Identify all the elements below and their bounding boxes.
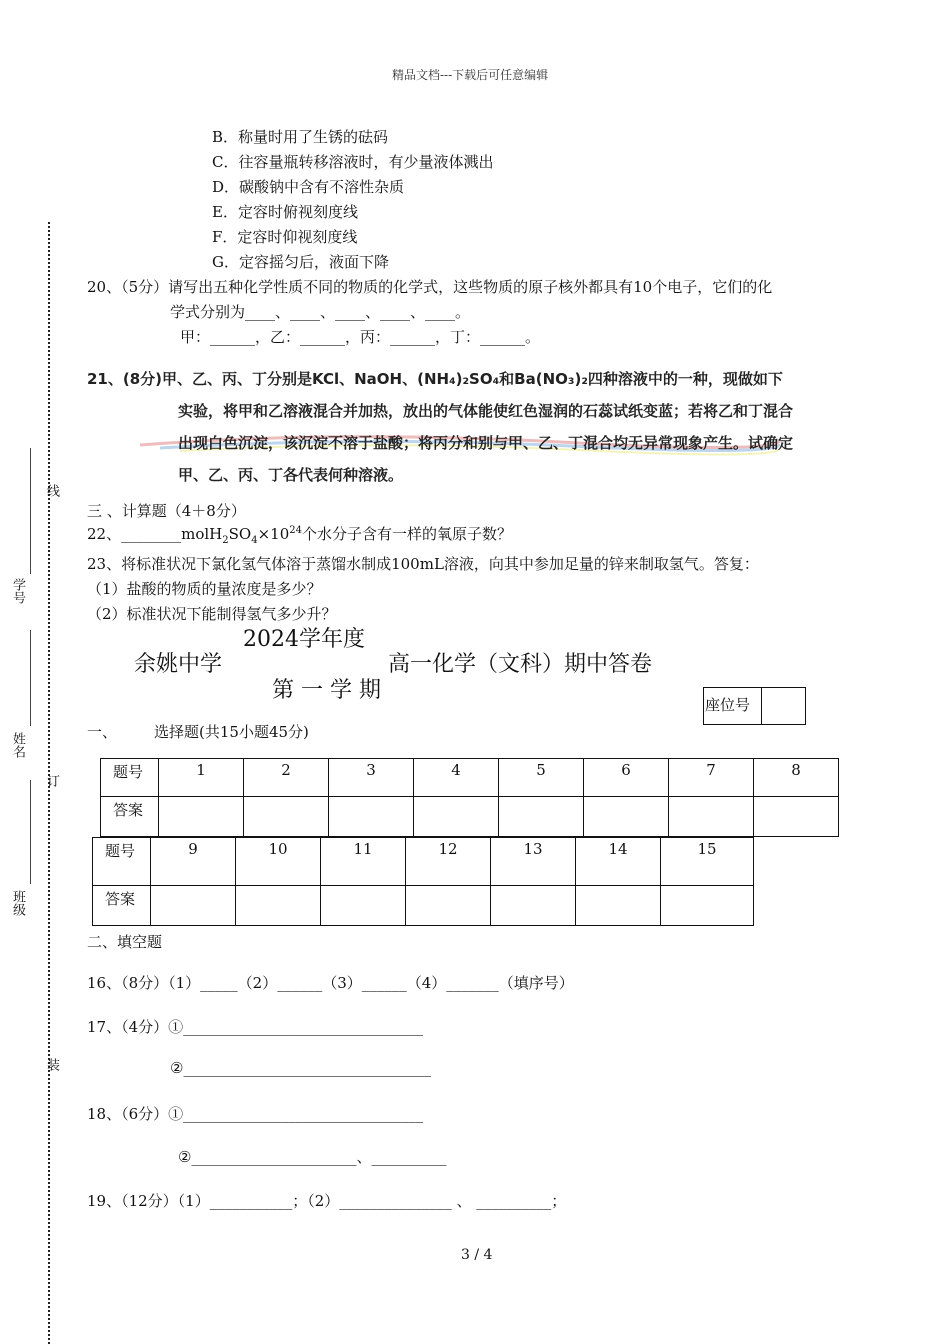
- table2-answer-label: 答案: [93, 886, 151, 926]
- table2-num: 15: [661, 838, 754, 886]
- seat-number-box: [703, 687, 806, 725]
- title-term: 第 一 学 期: [272, 678, 381, 703]
- q22-so: SO: [228, 525, 252, 543]
- answer-cell[interactable]: [406, 886, 491, 926]
- class-label: 班级: [10, 890, 25, 916]
- answer-cell[interactable]: [236, 886, 321, 926]
- q22: [87, 523, 512, 546]
- answer-cell[interactable]: [661, 886, 754, 926]
- q21-line1: 21、(8分)甲、乙、丙、丁分别是KCl、NaOH、(NH₄)₂SO₄和Ba(NO₃)₂四种溶液中的一种，现做如下: [87, 370, 783, 388]
- answer-cell[interactable]: [244, 797, 329, 837]
- answer-cell[interactable]: [491, 886, 576, 926]
- name-field[interactable]: [30, 630, 31, 726]
- table1-num: 1: [159, 759, 244, 797]
- q20-line2: 学式分别为____、____、____、____、____。: [170, 303, 471, 321]
- title-year: 2024学年度: [243, 627, 365, 652]
- table2-head-label: 题号: [93, 838, 151, 886]
- name-label: 姓名: [10, 732, 25, 758]
- table2-num: 11: [321, 838, 406, 886]
- title-exam-name: 高一化学（文科）期中答卷: [388, 652, 653, 677]
- q20-line1: 20、（5分）请写出五种化学性质不同的物质的化学式，这些物质的原子核外都具有10个电子，它们的化: [87, 278, 773, 296]
- q21-line2: 实验，将甲和乙溶液混合并加热，放出的气体能使红色湿润的石蕊试纸变蓝；若将乙和丁混合: [178, 402, 794, 420]
- q22-number: 22、: [87, 525, 122, 543]
- q21-line4: 甲、乙、丙、丁各代表何种溶液。: [178, 466, 404, 484]
- q23-line2: （1）盐酸的物质的量浓度是多少？: [87, 580, 322, 598]
- table1-num: 3: [329, 759, 414, 797]
- option-e: E．定容时俯视刻度线: [212, 203, 358, 221]
- q22-times: ×10: [257, 525, 290, 543]
- option-c: C．往容量瓶转移溶液时，有少量液体溅出: [212, 153, 494, 171]
- answer-19[interactable]: 19、（12分）（1）___________；（2）_______________ 、 __________；: [87, 1192, 567, 1210]
- table1-head-label: 题号: [101, 759, 159, 797]
- answer-cell[interactable]: [329, 797, 414, 837]
- section3-title: 三 、计算题（4＋8分）: [87, 502, 246, 520]
- table1-num: 8: [754, 759, 839, 797]
- binding-label-ding: 订: [44, 774, 59, 787]
- answer-17-1[interactable]: 17、（4分）①________________________________: [87, 1018, 424, 1036]
- q23-line1: 23、将标准状况下氯化氢气体溶于蒸馏水制成100mL溶液，向其中参加足量的锌来制取氢气。答复：: [87, 555, 759, 573]
- answer-cell[interactable]: [321, 886, 406, 926]
- answer-table-1: [100, 758, 839, 837]
- q22-exp: 24: [289, 525, 302, 536]
- binding-label-line: 线: [44, 484, 59, 497]
- q22-sub4: 4: [251, 535, 258, 546]
- table1-num: 5: [499, 759, 584, 797]
- q22-h: H: [209, 525, 223, 543]
- answer-cell[interactable]: [414, 797, 499, 837]
- section2-title: 二、填空题: [87, 933, 163, 951]
- section1-number: 一、: [87, 723, 118, 741]
- table1-num: 7: [669, 759, 754, 797]
- seat-number-field[interactable]: [762, 688, 805, 724]
- page-header: 精品文档---下载后可任意编辑: [392, 68, 549, 82]
- q22-sub2: 2: [222, 535, 229, 546]
- answer-18-1[interactable]: 18、（6分）①________________________________: [87, 1105, 424, 1123]
- class-field[interactable]: [30, 780, 31, 884]
- table2-num: 10: [236, 838, 321, 886]
- option-g: G．定容摇匀后，液面下降: [212, 253, 389, 271]
- table1-answer-label: 答案: [101, 797, 159, 837]
- answer-cell[interactable]: [151, 886, 236, 926]
- student-id-label: 学号: [10, 578, 25, 604]
- student-id-field[interactable]: [30, 448, 31, 574]
- seat-number-label: 座位号: [705, 696, 751, 714]
- q23-line3: （2）标准状况下能制得氢气多少升？: [87, 605, 337, 623]
- answer-18-2[interactable]: ②______________________、__________: [178, 1148, 447, 1166]
- table1-num: 2: [244, 759, 329, 797]
- answer-cell[interactable]: [669, 797, 754, 837]
- q22-post: 个水分子含有一样的氧原子数？: [301, 525, 512, 543]
- table2-num: 13: [491, 838, 576, 886]
- q21-line3: 出现白色沉淀，该沉淀不溶于盐酸；将丙分和别与甲、乙、丁混合均无异常现象产生。试确定: [178, 434, 794, 452]
- q22-blank[interactable]: ________: [121, 525, 182, 543]
- answer-cell[interactable]: [576, 886, 661, 926]
- answer-cell[interactable]: [754, 797, 839, 837]
- page-number: 3 / 4: [461, 1247, 493, 1263]
- binding-label-zhuang: 装: [44, 1058, 59, 1071]
- table2-num: 14: [576, 838, 661, 886]
- answer-cell[interactable]: [499, 797, 584, 837]
- answer-cell[interactable]: [584, 797, 669, 837]
- q22-unit: mol: [181, 525, 210, 543]
- table2-num: 12: [406, 838, 491, 886]
- table1-num: 6: [584, 759, 669, 797]
- title-school: 余姚中学: [134, 652, 223, 677]
- answer-table-2: [92, 837, 754, 926]
- table2-num: 9: [151, 838, 236, 886]
- option-d: D．碳酸钠中含有不溶性杂质: [212, 178, 405, 196]
- q20-line3: 甲：______，乙：______，丙：______，丁：______。: [180, 328, 541, 346]
- option-f: F．定容时仰视刻度线: [212, 228, 358, 246]
- answer-cell[interactable]: [159, 797, 244, 837]
- answer-16[interactable]: 16、（8分）（1）_____（2）______（3）______（4）_______（填序号）: [87, 974, 574, 992]
- section1-title: 选择题(共15小题45分): [154, 723, 309, 741]
- answer-17-2[interactable]: ②_________________________________: [170, 1059, 431, 1077]
- table1-num: 4: [414, 759, 499, 797]
- option-b: B．称量时用了生锈的砝码: [212, 128, 389, 146]
